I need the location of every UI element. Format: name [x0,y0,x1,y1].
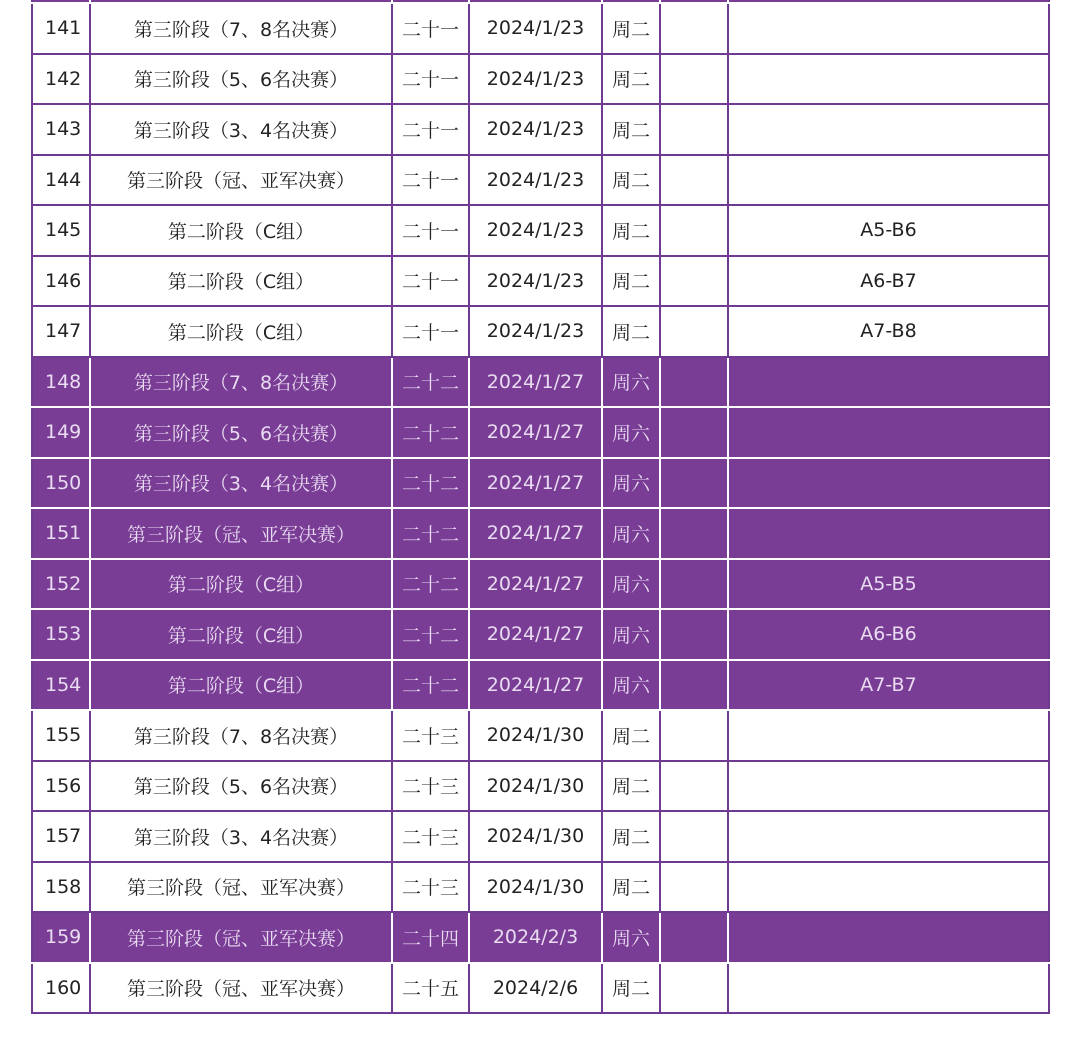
match-number-cell: 158 [32,862,90,913]
empty-cell [660,155,728,206]
empty-cell [660,306,728,357]
weekday-cell: 周二 [602,256,660,307]
stage-cell: 第二阶段（C组） [90,256,392,307]
empty-cell [660,761,728,812]
schedule-table-body [32,0,1049,1013]
matchup-cell: A7-B8 [728,306,1049,357]
empty-cell [660,963,728,1014]
table-row [32,912,1049,963]
empty-cell [660,54,728,105]
empty-cell [660,710,728,761]
match-number-cell: 145 [32,205,90,256]
empty-cell [660,862,728,913]
matchup-cell [728,963,1049,1014]
matchup-cell [728,710,1049,761]
match-number-cell: 160 [32,963,90,1014]
weekday-cell: 周二 [602,710,660,761]
match-number-cell: 148 [32,357,90,408]
round-cell: 二十一 [392,155,469,206]
schedule-table-container [31,0,1050,1014]
matchup-cell [728,54,1049,105]
date-cell: 2024/1/23 [469,54,602,105]
empty-cell [660,407,728,458]
weekday-cell: 周六 [602,559,660,610]
matchup-cell [728,862,1049,913]
date-cell: 2024/1/27 [469,609,602,660]
stage-cell: 第三阶段（3、4名决赛） [90,458,392,509]
date-cell: 2024/1/30 [469,862,602,913]
table-row [32,407,1049,458]
empty-cell [660,811,728,862]
date-cell: 2024/1/30 [469,761,602,812]
weekday-cell: 周二 [602,155,660,206]
empty-cell [660,256,728,307]
stage-cell: 第三阶段（冠、亚军决赛） [90,963,392,1014]
round-cell: 二十一 [392,3,469,54]
matchup-cell [728,458,1049,509]
round-cell: 二十五 [392,963,469,1014]
table-row [32,458,1049,509]
table-row [32,761,1049,812]
stage-cell: 第三阶段（冠、亚军决赛） [90,508,392,559]
stage-cell: 第三阶段（冠、亚军决赛） [90,155,392,206]
match-number-cell: 144 [32,155,90,206]
match-number-cell: 142 [32,54,90,105]
date-cell: 2024/1/27 [469,357,602,408]
date-cell: 2024/1/30 [469,710,602,761]
stage-cell: 第三阶段（7、8名决赛） [90,3,392,54]
date-cell: 2024/1/23 [469,205,602,256]
table-row [32,508,1049,559]
stage-cell: 第二阶段（C组） [90,660,392,711]
matchup-cell [728,761,1049,812]
empty-cell [660,3,728,54]
date-cell: 2024/1/27 [469,508,602,559]
weekday-cell: 周二 [602,306,660,357]
date-cell: 2024/2/3 [469,912,602,963]
round-cell: 二十二 [392,407,469,458]
round-cell: 二十四 [392,912,469,963]
round-cell: 二十三 [392,710,469,761]
match-number-cell: 150 [32,458,90,509]
weekday-cell: 周二 [602,811,660,862]
match-number-cell: 149 [32,407,90,458]
stage-cell: 第三阶段（5、6名决赛） [90,761,392,812]
table-row [32,811,1049,862]
weekday-cell: 周二 [602,3,660,54]
date-cell: 2024/1/27 [469,660,602,711]
date-cell: 2024/1/23 [469,3,602,54]
weekday-cell: 周六 [602,660,660,711]
stage-cell: 第二阶段（C组） [90,609,392,660]
table-row [32,660,1049,711]
round-cell: 二十一 [392,306,469,357]
round-cell: 二十二 [392,508,469,559]
date-cell: 2024/1/23 [469,256,602,307]
table-row [32,559,1049,610]
stage-cell: 第二阶段（C组） [90,559,392,610]
matchup-cell: A5-B5 [728,559,1049,610]
match-number-cell: 159 [32,912,90,963]
date-cell: 2024/2/6 [469,963,602,1014]
stage-cell: 第三阶段（7、8名决赛） [90,357,392,408]
table-row [32,963,1049,1014]
table-row [32,104,1049,155]
matchup-cell [728,407,1049,458]
round-cell: 二十二 [392,559,469,610]
date-cell: 2024/1/27 [469,559,602,610]
round-cell: 二十二 [392,609,469,660]
stage-cell: 第三阶段（3、4名决赛） [90,811,392,862]
empty-cell [660,357,728,408]
round-cell: 二十一 [392,104,469,155]
weekday-cell: 周六 [602,407,660,458]
match-number-cell: 147 [32,306,90,357]
matchup-cell: A5-B6 [728,205,1049,256]
round-cell: 二十三 [392,761,469,812]
matchup-cell: A6-B7 [728,256,1049,307]
schedule-table [31,0,1050,1014]
table-row [32,710,1049,761]
matchup-cell [728,3,1049,54]
date-cell: 2024/1/30 [469,811,602,862]
match-number-cell: 143 [32,104,90,155]
table-row [32,357,1049,408]
weekday-cell: 周二 [602,54,660,105]
matchup-cell [728,357,1049,408]
match-number-cell: 146 [32,256,90,307]
empty-cell [660,912,728,963]
match-number-cell: 155 [32,710,90,761]
stage-cell: 第二阶段（C组） [90,306,392,357]
table-row [32,306,1049,357]
date-cell: 2024/1/27 [469,458,602,509]
weekday-cell: 周六 [602,609,660,660]
date-cell: 2024/1/23 [469,306,602,357]
table-row [32,205,1049,256]
round-cell: 二十二 [392,357,469,408]
match-number-cell: 141 [32,3,90,54]
matchup-cell [728,811,1049,862]
round-cell: 二十二 [392,458,469,509]
matchup-cell: A6-B6 [728,609,1049,660]
round-cell: 二十三 [392,811,469,862]
matchup-cell [728,508,1049,559]
stage-cell: 第三阶段（7、8名决赛） [90,710,392,761]
round-cell: 二十二 [392,660,469,711]
stage-cell: 第三阶段（冠、亚军决赛） [90,862,392,913]
weekday-cell: 周二 [602,963,660,1014]
table-row [32,54,1049,105]
empty-cell [660,609,728,660]
round-cell: 二十三 [392,862,469,913]
empty-cell [660,205,728,256]
weekday-cell: 周六 [602,458,660,509]
empty-cell [660,508,728,559]
empty-cell [660,559,728,610]
stage-cell: 第二阶段（C组） [90,205,392,256]
weekday-cell: 周六 [602,357,660,408]
stage-cell: 第三阶段（3、4名决赛） [90,104,392,155]
table-row [32,3,1049,54]
weekday-cell: 周二 [602,862,660,913]
matchup-cell [728,155,1049,206]
weekday-cell: 周六 [602,912,660,963]
stage-cell: 第三阶段（5、6名决赛） [90,407,392,458]
date-cell: 2024/1/27 [469,407,602,458]
match-number-cell: 152 [32,559,90,610]
round-cell: 二十一 [392,205,469,256]
table-row [32,155,1049,206]
match-number-cell: 157 [32,811,90,862]
date-cell: 2024/1/23 [469,104,602,155]
match-number-cell: 151 [32,508,90,559]
match-number-cell: 154 [32,660,90,711]
empty-cell [660,104,728,155]
weekday-cell: 周二 [602,104,660,155]
round-cell: 二十一 [392,54,469,105]
stage-cell: 第三阶段（5、6名决赛） [90,54,392,105]
empty-cell [660,458,728,509]
empty-cell [660,660,728,711]
matchup-cell: A7-B7 [728,660,1049,711]
weekday-cell: 周六 [602,508,660,559]
matchup-cell [728,104,1049,155]
table-row [32,862,1049,913]
match-number-cell: 156 [32,761,90,812]
match-number-cell: 153 [32,609,90,660]
round-cell: 二十一 [392,256,469,307]
weekday-cell: 周二 [602,761,660,812]
weekday-cell: 周二 [602,205,660,256]
matchup-cell [728,912,1049,963]
stage-cell: 第三阶段（冠、亚军决赛） [90,912,392,963]
table-row [32,609,1049,660]
date-cell: 2024/1/23 [469,155,602,206]
table-row [32,256,1049,307]
